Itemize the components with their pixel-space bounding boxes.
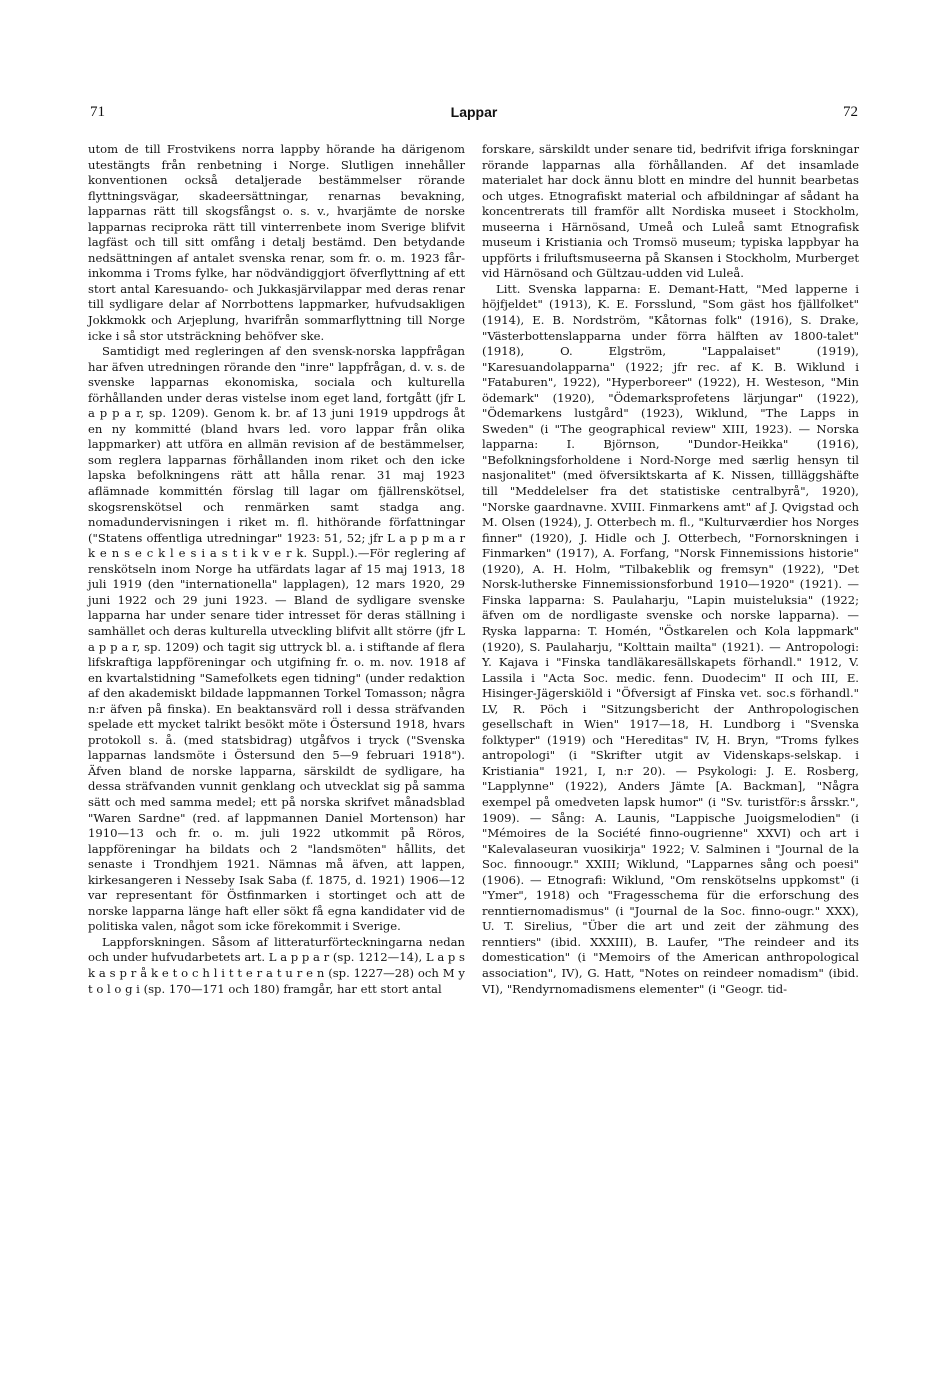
- paragraph: forskare, särskildt under senare tid, bedrifvit ifriga forskningar rörande lapparnas alla förhållanden. Af det insamlade materialet har dock ännu blott en mindre del hunnit bearbetas och utges. Etnografiskt material och afbildningar af sådant ha koncentrerats till framför allt Nordiska museet i Stockholm, museerna i Härnösand, Umeå och Luleå samt Etnografisk museum i Kristiania och Tromsö museum; typiska lappbyar ha uppförts i friluftsmuseerna på Skansen i Stockholm, Murberget vid Härnösand och Gültzau-udden vid Luleå.: [482, 142, 859, 281]
- left-column: [88, 142, 465, 997]
- paragraph: Samtidigt med regleringen af den svensk-norska lappfrågan har äfven utredningen rörande den "inre" lappfrågan, d. v. s. de svenske lapparnas ekonomiska, sociala och kulturella förhållanden under deras vistelse inom eget land, fortgått (jfr L a p p a r, sp. 1209). Genom k. br. af 13 juni 1919 uppdrogs åt en ny kommitté (bland hvars led. voro lappar från olika lappmarker) att utföra en allmän revision af de bestämmelser, som reglera lapparnas förhållanden inom riket och den icke lapska befolkningens rätt att hålla renar. 31 maj 1923 aflämnade kommittén förslag till lagar om fjällrenskötsel, skogsrenskötsel och renmärken samt stadga ang. nomadundervisningen i riket m. fl. hithörande författningar ("Statens offentliga utredningar" 1923: 51, 52; jfr L a p p m a r k e n s e c k l e s i a s t i k v e r k. Suppl.).—För reglering af renskötseln inom Norge ha utfärdats lagar af 15 maj 1913, 18 juli 1919 (den "internationella" lapplagen), 12 mars 1920, 29 juni 1922 och 29 juni 1923. — Bland de sydligare svenske lapparna har under senare tider intresset för deras ställning i samhället och deras kulturella utveckling blifvit allt större (jfr L a p p a r, sp. 1209) och tagit sig uttryck bl. a. i stiftande af flera lifskraftiga lappföreningar och utgifning fr. o. m. nov. 1918 af en kvartalstidning "Samefolkets egen tidning" (under redaktion af den akademiskt bildade lappmannen Torkel Tomasson; några n:r äfven på finska). En beaktansvärd roll i dessa sträfvanden spelade ett mycket talrikt besökt möte i Östersund 1918, hvars protokoll s. å. (med statsbidrag) utgåfvos i tryck ("Svenska lapparnas landsmöte i Östersund den 5—9 februari 1918"). Äfven bland de norske lapparna, särskildt de sydligare, ha dessa sträfvanden vunnit genklang och utvecklat sig på samma sätt och med samma medel; ett på norska skrifvet månadsblad "Waren Sardne" (red. af lappmannen Daniel Mortenson) har 1910—13 och fr. o. m. juli 1922 utkommit på Röros, lappföreningar ha bildats och 2 "landsmöten" hållits, det senaste i Trondhjem 1921. Nämnas må äfven, att lappen, kirkesangeren i Nesseby Isak Saba (f. 1875, d. 1921) 1906—12 var representant för Östfinmarken i stortinget och att de norske lapparna länge haft eller sökt få egna kandidater vid de politiska valen, något som icke förekommit i Sverige.: [88, 344, 465, 934]
- right-column: [482, 142, 859, 997]
- running-title: Lappar: [450, 104, 498, 120]
- paragraph: Litt. Svenska lapparna: E. Demant-Hatt, "Med lapperne i höjfjeldet" (1913), K. E. Forsslund, "Som gäst hos fjällfolket" (1914), E. B. Nordström, "Kåtornas folk" (1916), S. Drake, "Västerbottenslapparna under förra hälften av 1800-talet" (1918), O. Elgström, "Lappalaiset" (1919), "Karesuandolapparna" (1922; jfr rec. af K. B. Wiklund i "Fataburen", 1922), "Hyperboreer" (1922), H. Westeson, "Min ödemark" (1920), "Ödemarksprofetens lärjungar" (1922), "Ödemarkens lustgård" (1923), Wiklund, "The Lapps in Sweden" (i "The geographical review" XIII, 1923). — Norska lapparna: I. Björnson, "Dundor-Heikka" (1916), "Befolkningsforholdene i Nord-Norge med særlig hensyn til nasjonalitet" (med öfversiktskarta af K. Nissen, tillläggshäfte till "Meddelelser fra det statistiske centralbyrå", 1920), "Norske gaardnavne. XVIII. Finmarkens amt" af J. Qvigstad och M. Olsen (1924), J. Otterbech m. fl., "Kulturværdier hos Norges finner" (1920), J. Hidle och J. Otterbech, "Fornorskningen i Finmarken" (1917), A. Forfang, "Norsk Finnemissions historie" (1920), A. H. Holm, "Tilbakeblik og fremsyn" (1922), "Det Norsk-lutherske Finnemissionsforbund 1910—1920" (1921). — Finska lapparna: S. Paulaharju, "Lapin muisteluksia" (1922; äfven om de nordligaste svenske och norske lapparna). — Ryska lapparna: T. Homén, "Östkarelen och Kola lappmark" (1920), S. Paulaharju, "Kolttain mailta" (1921). — Antropologi: Y. Kajava i "Finska tandläkaresällskapets förhandl." 1912, V. Lassila i "Acta Soc. medic. fenn. Duodecim" II och III, E. Hisinger-Jägerskiöld i "Öfversigt af Finska vet. soc.s förhandl." LV, R. Pöch i "Sitzungsbericht der Anthropologischen gesellschaft in Wien" 1917—18, H. Lundborg i "Svenska folktyper" (1919) och "Hereditas" IV, H. Bryn, "Troms fylkes antropologi" (i "Skrifter utgit av Videnskaps-selskap. i Kristiania" 1921, I, n:r 20). — Psykologi: J. E. Rosberg, "Lapplynne" (1922), Anders Jämte [A. Backman], "Några exempel på omedveten lapsk humor" (i "Sv. turistför:s årsskr.", 1909). — Sång: A. Launis, "Lappische Juoigsmelodien" (i "Mémoires de la Société finno-ougrienne" XXVI) och art i "Kalevalaseuran vuosikirja" 1922; V. Salminen i "Journal de la Soc. finnoougr." XXIII; Wiklund, "Lapparnes sång och poesi" (1906). — Etnografi: Wiklund, "Om renskötselns uppkomst" (i "Ymer", 1918) och "Fragesschema für die erforschung des renntiernomadismus" (i "Journal de la Soc. finno-ougr." XXX), U. T. Sirelius, "Über die art und zeit der zähmung des renntiers" (ibid. XXXIII), B. Laufer, "The reindeer and its domestication" (i "Memoirs of the American anthropological association", IV), G. Hatt, "Notes on reindeer nomadism" (ibid. VI), "Rendyrnomadismens elementer" (i "Geogr. tid-: [482, 281, 859, 996]
- paragraph: utom de till Frostvikens norra lappby hörande ha därigenom utestängts från renbetning i Norge. Slutligen innehåller konventionen också detaljerade bestämmelser rörande flyttningsvägar, skadeersättningar, renarnas bevakning, lapparnas rätt till skogsfångst o. s. v., hvarjämte de norske lapparnas reciproka rätt till vinterrenbete inom Sverige blifvit lagfäst och till sitt omfång i detalj bestämd. Den betydande nedsättningen af antalet svenska renar, som fr. o. m. 1923 får-inkomma i Troms fylke, har nödvändiggjort öfverflyttning af ett stort antal Karesuando- och Jukkasjärvilappar med deras renar till sydligare delar af Norrbottens lappmarker, hufvudsakligen Jokkmokk och Arjeplung, hvarifrån sommarflyttning till Norge icke i så stor utsträckning behöfver ske.: [88, 142, 465, 343]
- page-number-right: 72: [843, 104, 858, 120]
- paragraph: Lappforskningen. Såsom af litteraturförteckningarna nedan och under hufvudarbetets art. L a p p a r (sp. 1212—14), L a p s k a s p r å k e t o c h l i t t e r a t u r e n (sp. 1227—28) och M y t o l o g i (sp. 170—171 och 180) framgår, har ett stort antal: [88, 934, 465, 996]
- page-number-left: 71: [90, 104, 105, 120]
- page-header: [90, 104, 858, 126]
